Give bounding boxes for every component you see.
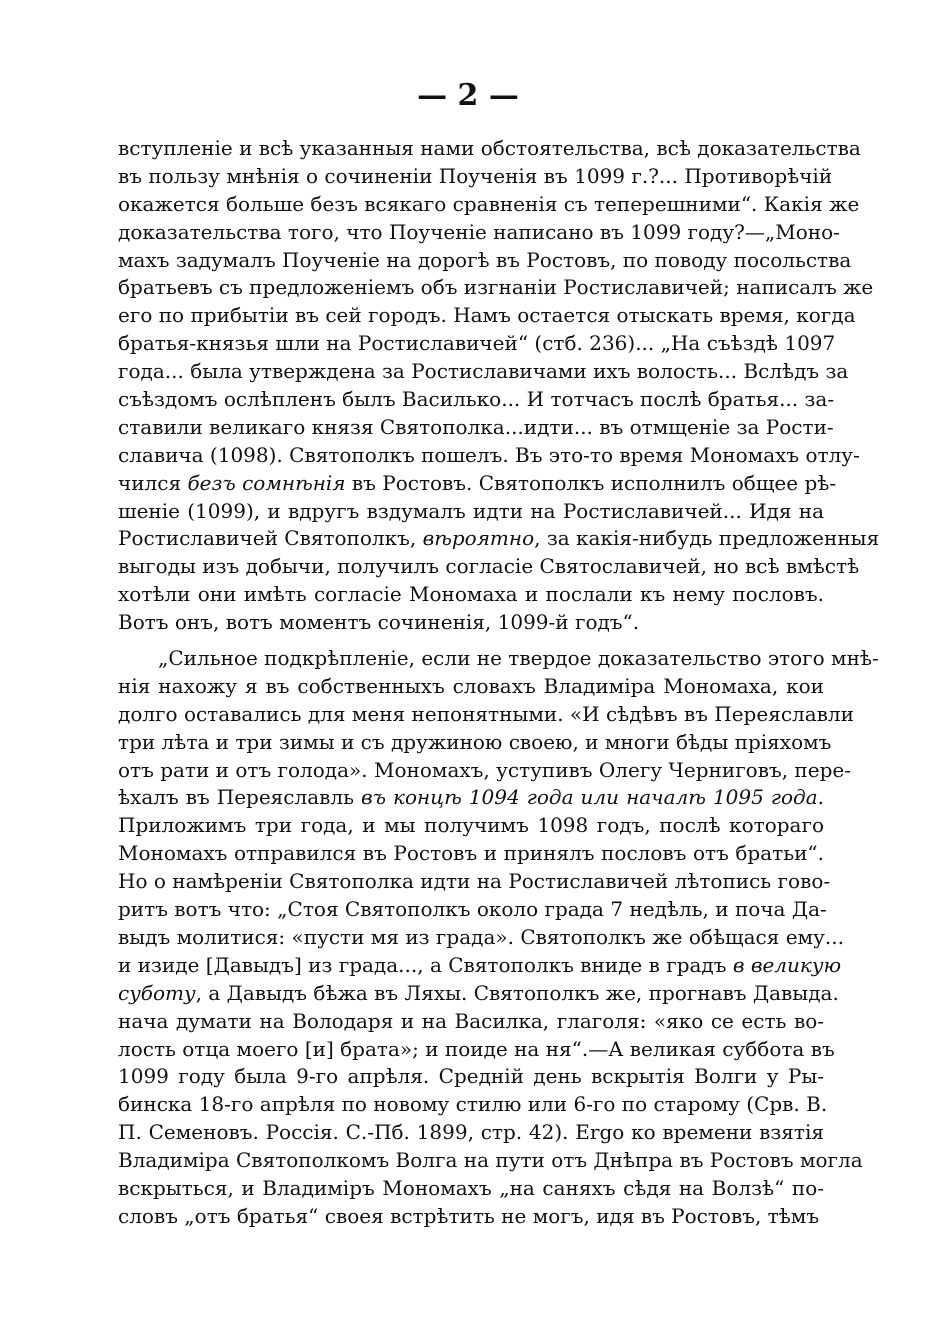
text-segment: ритъ вотъ что: „Стоя Святополкъ около града 7 недѣль, и поча Да- bbox=[118, 897, 827, 922]
text-line bbox=[118, 553, 860, 581]
text-line bbox=[118, 840, 824, 868]
text-line bbox=[118, 701, 854, 729]
text-segment: окажется больше безъ всякаго сравненія съ теперешними“. Какія же bbox=[118, 191, 860, 216]
italic-text: суботу bbox=[118, 980, 196, 1005]
text-segment: выгоды изъ добычи, получилъ согласіе Святославичей, но всѣ вмѣстѣ bbox=[118, 554, 860, 579]
text-line bbox=[118, 581, 824, 609]
text-line bbox=[118, 135, 861, 163]
text-line bbox=[118, 1147, 863, 1175]
text-line bbox=[118, 1203, 824, 1231]
text-segment: Но о намѣреніи Святополка идти на Ростиславичей лѣтопись гово- bbox=[118, 869, 831, 894]
text-segment: , а Давыдъ бѣжа въ Ляхы. Святополкъ же, прогнавъ Давыда. bbox=[195, 980, 839, 1005]
text-line bbox=[118, 924, 844, 952]
text-segment: чился bbox=[118, 470, 188, 495]
text-line bbox=[118, 757, 851, 785]
text-line bbox=[118, 330, 836, 358]
text-segment: Владиміра Святополкомъ Волга на пути отъ Днѣпра въ Ростовъ могла bbox=[118, 1148, 863, 1173]
text-line bbox=[118, 525, 880, 553]
text-line bbox=[118, 386, 835, 414]
text-line bbox=[118, 219, 840, 247]
text-segment: года... была утверждена за Ростиславичами ихъ волость... Вслѣдъ за bbox=[118, 359, 849, 384]
text-body bbox=[118, 135, 880, 1231]
italic-text: вѣроятно bbox=[422, 526, 535, 551]
text-line bbox=[118, 896, 827, 924]
text-line bbox=[118, 609, 824, 637]
text-segment: П. Семеновъ. Россія. С.-Пб. 1899, стр. 42). Ergo ко времени взятія bbox=[118, 1120, 824, 1145]
text-segment: и изиде [Давыдъ] из града..., а Святополкъ вниде в градъ bbox=[118, 952, 733, 977]
page-number: — 2 — bbox=[417, 78, 519, 113]
text-segment: братьевъ съ предложеніемъ объ изгнаніи Ростиславичей; написалъ же bbox=[118, 275, 874, 300]
text-segment: выдъ молитися: «пусти мя из града». Святополкъ же обѣщася ему... bbox=[118, 924, 844, 949]
text-line bbox=[118, 274, 874, 302]
text-segment: . bbox=[817, 785, 824, 810]
text-segment: его по прибытіи въ сей городъ. Намъ остается отыскать время, когда bbox=[118, 303, 856, 328]
text-line bbox=[118, 729, 832, 757]
text-segment: 1099 году была 9-го апрѣля. Средній день вскрытія Волги у Ры- bbox=[118, 1064, 824, 1089]
text-line bbox=[118, 442, 860, 470]
text-segment: „Сильное подкрѣпленіе, если не твердое доказательство этого мнѣ- bbox=[158, 646, 879, 671]
text-line bbox=[118, 302, 856, 330]
text-segment: бинска 18-го апрѣля по новому стилю или 6-го по старому (Срв. В. bbox=[118, 1092, 828, 1117]
text-segment: долго оставались для меня непонятными. «И сѣдѣвъ въ Переяславли bbox=[118, 701, 854, 726]
text-segment: славича (1098). Святополкъ пошелъ. Въ это-то время Мономахъ отлу- bbox=[118, 442, 860, 467]
italic-text: безъ сомнѣнія bbox=[187, 470, 346, 495]
text-line bbox=[118, 1119, 824, 1147]
text-line bbox=[118, 1091, 828, 1119]
text-segment: нія нахожу я въ собственныхъ словахъ Владиміра Мономаха, кои bbox=[118, 673, 824, 698]
text-segment: въ Ростовъ. Святополкъ исполнилъ общее рѣ- bbox=[345, 470, 837, 495]
italic-text: в великую bbox=[732, 952, 842, 977]
text-line bbox=[118, 952, 842, 980]
text-line bbox=[118, 191, 860, 219]
text-segment: братья-князья шли на Ростиславичей“ (стб. 236)... „На съѣздѣ 1097 bbox=[118, 331, 836, 356]
text-segment: отъ рати и отъ голода». Мономахъ, уступивъ Олегу Черниговъ, пере- bbox=[118, 757, 851, 782]
text-line bbox=[118, 1063, 824, 1091]
text-segment: нача думати на Володаря и на Василка, глаголя: «яко се есть во- bbox=[118, 1008, 824, 1033]
text-line bbox=[118, 673, 824, 701]
text-segment: Вотъ онъ, вотъ моментъ сочиненія, 1099-й годъ“. bbox=[118, 610, 640, 635]
text-line bbox=[118, 163, 833, 191]
text-segment: три лѣта и три зимы и съ дружиною своею, и многи бѣды пріяхомъ bbox=[118, 729, 832, 754]
text-line bbox=[118, 358, 849, 386]
text-line bbox=[118, 645, 879, 673]
text-segment: ѣхалъ въ Переяславль bbox=[118, 785, 362, 810]
paragraph-gap bbox=[118, 637, 824, 645]
text-segment: Мономахъ отправился въ Ростовъ и принялъ пословъ отъ братьи“. bbox=[118, 841, 824, 866]
text-line bbox=[118, 1175, 824, 1203]
text-line bbox=[118, 470, 837, 498]
text-segment: словъ „отъ братья“ своея встрѣтить не могъ, идя въ Ростовъ, тѣмъ bbox=[118, 1203, 820, 1228]
text-segment: шеніе (1099), и вдругъ вздумалъ идти на Ростиславичей... Идя на bbox=[118, 498, 824, 523]
text-segment: съѣздомъ ослѣпленъ былъ Василько... И тотчасъ послѣ братья... за- bbox=[118, 387, 835, 412]
text-line bbox=[118, 498, 824, 526]
text-line bbox=[118, 868, 831, 896]
text-segment: хотѣли они имѣть согласіе Мономаха и послали къ нему пословъ. bbox=[118, 582, 824, 607]
text-segment: въ пользу мнѣнія о сочиненіи Поученія въ 1099 г.?... Противорѣчій bbox=[118, 163, 833, 188]
text-segment: Приложимъ три года, и мы получимъ 1098 годъ, послѣ котораго bbox=[118, 813, 824, 838]
text-segment: ставили великаго князя Святополка...идти... въ отмщеніе за Рости- bbox=[118, 414, 834, 439]
text-line bbox=[118, 247, 852, 275]
text-segment: Ростиславичей Святополкъ, bbox=[118, 526, 423, 551]
text-line bbox=[118, 1036, 835, 1064]
text-segment: вскрыться, и Владиміръ Мономахъ „на саняхъ сѣдя на Волзѣ“ по- bbox=[118, 1175, 824, 1200]
text-line bbox=[118, 414, 834, 442]
italic-text: въ концѣ 1094 года или началѣ 1095 года bbox=[361, 785, 818, 810]
text-line bbox=[118, 812, 824, 840]
text-segment: вступленіе и всѣ указанныя нами обстоятельства, всѣ доказательства bbox=[118, 136, 861, 160]
text-segment: доказательства того, что Поученіе написано въ 1099 году?—„Моно- bbox=[118, 219, 840, 244]
text-segment: , за какія-нибудь предложенныя bbox=[534, 526, 880, 551]
text-line bbox=[118, 980, 839, 1008]
text-segment: махъ задумалъ Поученіе на дорогѣ въ Ростовъ, по поводу посольства bbox=[118, 247, 852, 272]
text-line bbox=[118, 784, 824, 812]
text-segment: лость отца моего [и] брата»; и поиде на ня“.—А великая суббота въ bbox=[118, 1036, 835, 1061]
text-line bbox=[118, 1008, 824, 1036]
